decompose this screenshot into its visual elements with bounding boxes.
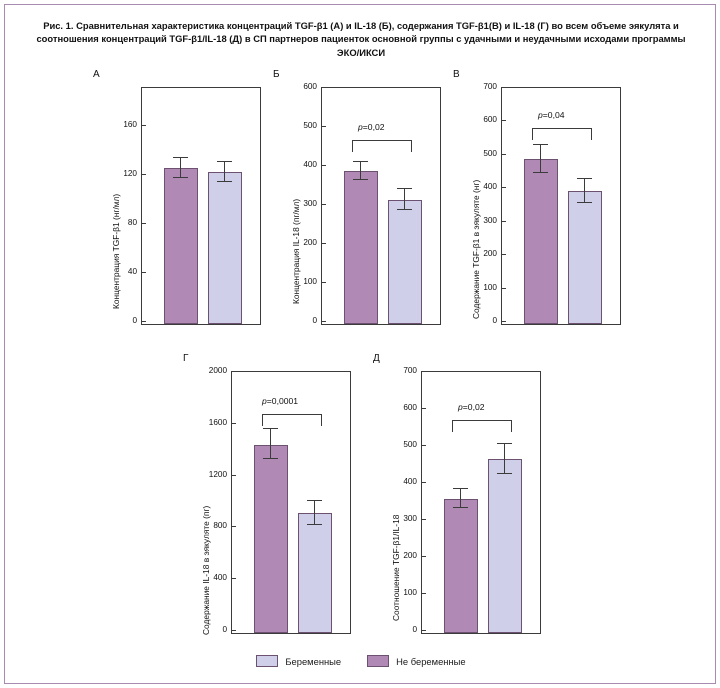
tickmark-d-0 bbox=[422, 630, 426, 631]
y-tick-v-100: 100 bbox=[483, 283, 497, 292]
chart-panel-v bbox=[453, 69, 643, 329]
tickmark-d-300 bbox=[422, 519, 426, 520]
y-tick-b-0: 0 bbox=[312, 316, 317, 325]
errorbar-cap-v-not-pregnant-bottom bbox=[533, 172, 548, 173]
y-axis-label-g: Содержание IL-18 в эякуляте (пг) bbox=[201, 505, 211, 635]
errorbar-cap-b-pregnant-top bbox=[397, 188, 412, 189]
errorbar-cap-d-pregnant-bottom bbox=[497, 473, 512, 474]
errorbar-cap-g-pregnant-bottom bbox=[307, 524, 322, 525]
errorbar-cap-a-pregnant-bottom bbox=[217, 181, 232, 182]
errorbar-cap-v-pregnant-bottom bbox=[577, 202, 592, 203]
y-tick-v-400: 400 bbox=[483, 182, 497, 191]
tickmark-d-600 bbox=[422, 408, 426, 409]
errorbar-cap-d-pregnant-top bbox=[497, 443, 512, 444]
tickmark-b-300 bbox=[322, 204, 326, 205]
significance-bracket-b bbox=[352, 140, 412, 152]
errorbar-cap-v-pregnant-top bbox=[577, 178, 592, 179]
figure-frame bbox=[4, 4, 716, 684]
p-value-label-g: p=0,0001 bbox=[262, 396, 299, 406]
bar-v-pregnant bbox=[568, 191, 602, 324]
errorbar-cap-g-not-pregnant-bottom bbox=[263, 458, 278, 459]
y-tick-g-1600: 1600 bbox=[208, 418, 227, 427]
figure-caption: Рис. 1. Сравнительная характеристика концентраций TGF-β1 (А) и IL-18 (Б), содержания TGF-β1(В) и IL-18 (Г) во всем объеме эякулята и соотношения концентраций TGF-β1/IL-18 (Д) в СП партнеров пациенток основной группы с удачными и неудачными исходами программы ЭКО/ИКСИ bbox=[36, 20, 686, 58]
errorbar-v-not-pregnant bbox=[540, 145, 541, 173]
y-tick-g-1200: 1200 bbox=[208, 470, 227, 479]
y-tick-v-0: 0 bbox=[492, 316, 497, 325]
y-tick-b-300: 300 bbox=[303, 199, 317, 208]
y-tick-v-700: 700 bbox=[483, 82, 497, 91]
y-tick-v-200: 200 bbox=[483, 249, 497, 258]
legend-item-not-pregnant bbox=[367, 655, 465, 667]
plot-area-d bbox=[421, 371, 541, 634]
bar-d-not-pregnant bbox=[444, 499, 478, 633]
plot-area-g bbox=[231, 371, 351, 634]
y-tick-v-300: 300 bbox=[483, 216, 497, 225]
y-tick-d-600: 600 bbox=[403, 403, 417, 412]
tickmark-b-0 bbox=[322, 321, 326, 322]
tickmark-a-160 bbox=[142, 125, 146, 126]
errorbar-b-pregnant bbox=[404, 189, 405, 210]
y-tick-d-700: 700 bbox=[403, 366, 417, 375]
y-tick-v-500: 500 bbox=[483, 149, 497, 158]
errorbar-cap-b-not-pregnant-top bbox=[353, 161, 368, 162]
errorbar-a-not-pregnant bbox=[180, 158, 181, 178]
errorbar-cap-d-not-pregnant-bottom bbox=[453, 507, 468, 508]
tickmark-v-400 bbox=[502, 187, 506, 188]
errorbar-cap-a-not-pregnant-bottom bbox=[173, 177, 188, 178]
panel-letter-g: Г bbox=[183, 353, 189, 364]
tickmark-g-1200 bbox=[232, 475, 236, 476]
legend-swatch-not-pregnant bbox=[367, 655, 389, 667]
errorbar-cap-a-not-pregnant-top bbox=[173, 157, 188, 158]
tickmark-v-0 bbox=[502, 321, 506, 322]
tickmark-g-400 bbox=[232, 578, 236, 579]
errorbar-v-pregnant bbox=[584, 179, 585, 203]
tickmark-v-100 bbox=[502, 288, 506, 289]
tickmark-a-40 bbox=[142, 272, 146, 273]
y-tick-b-400: 400 bbox=[303, 160, 317, 169]
y-tick-a-160: 160 bbox=[123, 120, 137, 129]
tickmark-b-100 bbox=[322, 282, 326, 283]
legend-label-not-pregnant: Не беременные bbox=[396, 655, 466, 667]
tickmark-b-500 bbox=[322, 126, 326, 127]
y-tick-g-0: 0 bbox=[222, 625, 227, 634]
tickmark-v-600 bbox=[502, 120, 506, 121]
plot-area-b bbox=[321, 87, 441, 325]
y-tick-d-200: 200 bbox=[403, 551, 417, 560]
panel-letter-d: Д bbox=[373, 353, 380, 364]
tickmark-v-300 bbox=[502, 221, 506, 222]
y-tick-b-200: 200 bbox=[303, 238, 317, 247]
bar-b-not-pregnant bbox=[344, 171, 378, 324]
bar-v-not-pregnant bbox=[524, 159, 558, 324]
bar-a-not-pregnant bbox=[164, 168, 198, 324]
tickmark-d-100 bbox=[422, 593, 426, 594]
significance-bracket-g bbox=[262, 414, 322, 426]
y-tick-g-400: 400 bbox=[213, 573, 227, 582]
plot-area-v bbox=[501, 87, 621, 325]
tickmark-g-0 bbox=[232, 630, 236, 631]
errorbar-cap-b-pregnant-bottom bbox=[397, 209, 412, 210]
panel-letter-v: В bbox=[453, 69, 460, 80]
bar-g-not-pregnant bbox=[254, 445, 288, 633]
significance-bracket-v bbox=[532, 128, 592, 140]
y-axis-label-d: Соотношение TGF-β1/IL-18 bbox=[391, 514, 401, 621]
tickmark-v-200 bbox=[502, 254, 506, 255]
bar-g-pregnant bbox=[298, 513, 332, 633]
bar-d-pregnant bbox=[488, 459, 522, 633]
errorbar-cap-d-not-pregnant-top bbox=[453, 488, 468, 489]
tickmark-d-500 bbox=[422, 445, 426, 446]
y-axis-label-v: Содержание TGF-β1 в эякуляте (нг) bbox=[471, 179, 481, 319]
plot-area-a bbox=[141, 87, 261, 325]
tickmark-b-400 bbox=[322, 165, 326, 166]
y-tick-b-600: 600 bbox=[303, 82, 317, 91]
errorbar-cap-g-pregnant-top bbox=[307, 500, 322, 501]
errorbar-g-pregnant bbox=[314, 501, 315, 525]
y-tick-d-300: 300 bbox=[403, 514, 417, 523]
chart-panel-g bbox=[183, 353, 373, 643]
errorbar-cap-g-not-pregnant-top bbox=[263, 428, 278, 429]
significance-bracket-d bbox=[452, 420, 512, 432]
y-axis-label-b: Концентрация IL-18 (пг/мл) bbox=[291, 198, 301, 304]
errorbar-d-pregnant bbox=[504, 444, 505, 474]
tickmark-v-500 bbox=[502, 154, 506, 155]
panel-letter-b: Б bbox=[273, 69, 280, 80]
bar-b-pregnant bbox=[388, 200, 422, 324]
errorbar-b-not-pregnant bbox=[360, 162, 361, 180]
tickmark-a-80 bbox=[142, 223, 146, 224]
chart-panel-b bbox=[273, 69, 453, 329]
chart-panel-a bbox=[93, 69, 273, 329]
y-tick-v-600: 600 bbox=[483, 115, 497, 124]
figure-legend bbox=[5, 655, 717, 667]
chart-panel-d bbox=[373, 353, 563, 643]
errorbar-cap-v-not-pregnant-top bbox=[533, 144, 548, 145]
y-axis-label-a: Концентрация TGF-β1 (нг/мл) bbox=[111, 193, 121, 309]
tickmark-a-120 bbox=[142, 174, 146, 175]
y-tick-a-0: 0 bbox=[132, 316, 137, 325]
tickmark-a-0 bbox=[142, 321, 146, 322]
tickmark-g-800 bbox=[232, 526, 236, 527]
tickmark-g-1600 bbox=[232, 423, 236, 424]
y-tick-a-80: 80 bbox=[127, 218, 137, 227]
errorbar-cap-a-pregnant-top bbox=[217, 161, 232, 162]
y-tick-g-2000: 2000 bbox=[208, 366, 227, 375]
y-tick-d-0: 0 bbox=[412, 625, 417, 634]
p-value-label-d: p=0,02 bbox=[458, 402, 485, 412]
y-tick-d-500: 500 bbox=[403, 440, 417, 449]
legend-item-pregnant bbox=[256, 655, 341, 667]
y-tick-g-800: 800 bbox=[213, 521, 227, 530]
panel-letter-a: А bbox=[93, 69, 100, 80]
errorbar-a-pregnant bbox=[224, 162, 225, 182]
errorbar-cap-b-not-pregnant-bottom bbox=[353, 179, 368, 180]
y-tick-d-400: 400 bbox=[403, 477, 417, 486]
bar-a-pregnant bbox=[208, 172, 242, 324]
y-tick-d-100: 100 bbox=[403, 588, 417, 597]
legend-label-pregnant: Беременные bbox=[285, 655, 342, 667]
errorbar-d-not-pregnant bbox=[460, 489, 461, 508]
p-value-label-b: p=0,02 bbox=[358, 122, 385, 132]
tickmark-b-200 bbox=[322, 243, 326, 244]
y-tick-a-120: 120 bbox=[123, 169, 137, 178]
errorbar-g-not-pregnant bbox=[270, 429, 271, 459]
y-tick-b-500: 500 bbox=[303, 121, 317, 130]
p-value-label-v: p=0,04 bbox=[538, 110, 565, 120]
tickmark-d-400 bbox=[422, 482, 426, 483]
y-tick-a-40: 40 bbox=[127, 267, 137, 276]
y-tick-b-100: 100 bbox=[303, 277, 317, 286]
legend-swatch-pregnant bbox=[256, 655, 278, 667]
tickmark-d-200 bbox=[422, 556, 426, 557]
